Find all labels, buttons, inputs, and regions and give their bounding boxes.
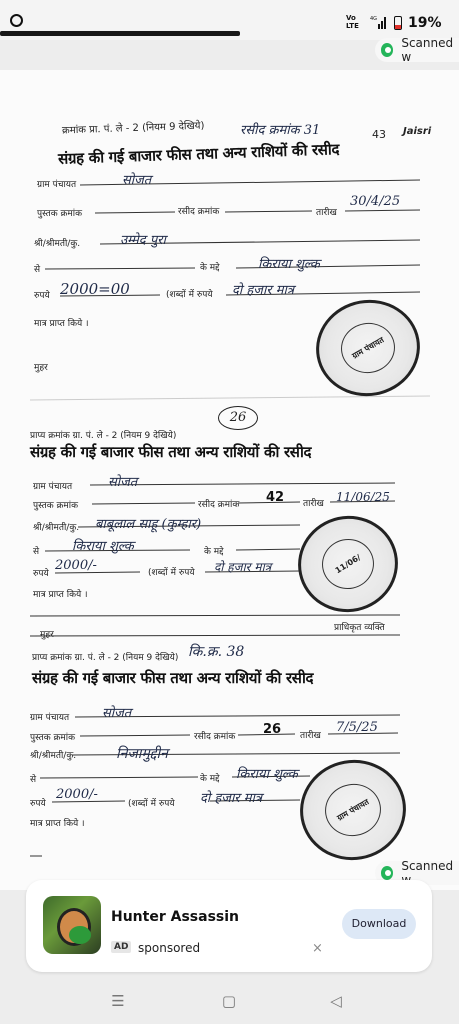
whatsapp-notification-icon <box>10 14 23 27</box>
slip1-label-rupees: रुपये <box>34 291 50 301</box>
scanned-badge-bottom-label: Scanned <box>401 859 454 873</box>
slip1-seal-text: ग्राम पंचायत <box>350 335 386 361</box>
slip2-label-book: पुस्तक क्रमांक <box>33 501 79 511</box>
slip3-value-panchayat: सोजत <box>102 706 132 721</box>
slip2-label-receipt: रसीद क्रमांक <box>198 500 240 510</box>
slip1-corner-number: 43 <box>372 128 386 141</box>
slip3-label-date: तारीख <box>300 731 321 741</box>
slip1-handwritten-serial: रसीद क्रमांक 31 <box>240 123 321 138</box>
slip3-label-panchayat: ग्राम पंचायत <box>30 713 70 723</box>
signal-icon <box>370 15 388 29</box>
slip2-label-seal: मुहर <box>40 630 54 640</box>
slip2-label-officer: प्राधिकृत व्यक्ति <box>334 623 385 633</box>
home-icon[interactable]: ▢ <box>221 992 237 1010</box>
slip1-label-head: के मद्दे <box>200 263 220 273</box>
slip1-label-person: श्री/श्रीमती/कु. <box>34 239 81 249</box>
game-app-icon[interactable] <box>43 896 101 954</box>
scanned-badge-label: Scanned w <box>401 36 454 64</box>
slip1-label-from: से <box>34 265 41 275</box>
slip2-value-from: किराया शुल्क <box>72 539 134 554</box>
scanner-app-icon <box>381 43 393 57</box>
scanned-with-badge[interactable] <box>375 38 459 62</box>
volte-bottom: LTE <box>346 22 359 30</box>
scanned-ink-strip <box>0 31 240 36</box>
slip2-label-words: (शब्दों में रुपये <box>148 568 195 578</box>
ad-banner[interactable] <box>26 880 432 972</box>
ad-app-name[interactable]: Hunter Assassin <box>111 909 239 925</box>
slip1-value-head: किराया शुल्क <box>258 257 320 272</box>
slip2-value-date: 11/06/25 <box>336 490 390 504</box>
slip3-value-person: निजामुद्दीन <box>116 746 168 762</box>
slip2-value-rupees: 2000/- <box>55 558 97 573</box>
slip2-label-panchayat: ग्राम पंचायत <box>33 482 73 492</box>
slip2-value-receipt: 42 <box>266 490 285 505</box>
slip3-value-date: 7/5/25 <box>336 720 378 735</box>
battery-icon <box>394 16 402 30</box>
slip1-label-book: पुस्तक क्रमांक <box>37 209 83 219</box>
slip1-label-seal: मुहर <box>34 363 48 373</box>
recents-icon[interactable]: ☰ <box>111 992 125 1010</box>
slip3-label-received: मात्र प्राप्त किये । <box>30 819 85 829</box>
slip2-label-received: मात्र प्राप्त किये । <box>33 590 88 600</box>
scanner-app-icon-bottom <box>381 866 393 880</box>
scanned-document <box>0 70 459 890</box>
slip3-label-words: (शब्दों में रुपये <box>128 799 175 809</box>
volte-indicator <box>346 14 359 30</box>
slip1-value-words: दो हजार मात्र <box>232 283 295 298</box>
slip3-label-rupees: रुपये <box>30 799 46 809</box>
slip3-value-rupees: 2000/- <box>56 787 98 802</box>
signal-4g-label: 4G <box>370 16 378 22</box>
slip2-value-person: बाबूलाल साहू (कुम्हार) <box>95 517 202 532</box>
slip3-seal-text: ग्राम पंचायत <box>335 797 371 823</box>
slip2-form-number: प्राप्य क्रमांक ग्रा. पं. ले - 2 (नियम 9 देखिये) <box>30 431 177 441</box>
slip1-label-received: मात्र प्राप्त किये । <box>34 319 89 329</box>
slip1-form-number: क्रमांक प्रा. पं. ले - 2 (नियम 9 देखिये) <box>61 120 205 137</box>
slip1-value-date: 30/4/25 <box>350 194 401 209</box>
slip2-circled-number: 26 <box>218 406 258 430</box>
slip1-label-receipt: रसीद क्रमांक <box>178 207 220 217</box>
close-icon[interactable]: × <box>312 941 323 956</box>
slip1-value-panchayat: सोजत <box>122 173 152 188</box>
slip1-label-date: तारीख <box>316 208 337 218</box>
slip3-value-words: दो हजार मात्र <box>200 791 263 806</box>
battery-percent: 19% <box>408 15 442 31</box>
status-bar <box>0 0 459 40</box>
slip1-title: संग्रह की गई बाजार फीस तथा अन्य राशियों की रसीद <box>57 140 340 168</box>
ad-badge: AD <box>111 941 131 953</box>
slip2-value-words: दो हजार मात्र <box>214 560 272 574</box>
slip2-label-date: तारीख <box>303 499 324 509</box>
slip1-label-panchayat: ग्राम पंचायत <box>37 180 77 190</box>
slip3-label-book: पुस्तक क्रमांक <box>30 733 76 743</box>
slip3-label-from: से <box>30 775 37 785</box>
slip3-label-receipt: रसीद क्रमांक <box>194 732 236 742</box>
slip3-title: संग्रह की गई बाजार फीस तथा अन्य राशियों की रसीद <box>32 669 314 687</box>
slip2-value-panchayat: सोजत <box>108 475 138 490</box>
slip2-seal-text: 11/06/ <box>333 552 363 576</box>
ad-sponsored-label: sponsored <box>138 941 201 955</box>
slip2-label-from: से <box>33 547 40 557</box>
slip1-value-person: उम्मेद पुरा <box>120 233 166 248</box>
slip3-form-number: प्राप्य क्रमांक ग्रा. पं. ले - 2 (नियम 9 देखिये) <box>32 653 179 663</box>
slip2-label-head: के मद्दे <box>204 547 224 557</box>
slip1-value-rupees: 2000=00 <box>60 280 130 298</box>
volte-top: Vo <box>346 14 356 22</box>
slip2-title: संग्रह की गई बाजार फीस तथा अन्य राशियों की रसीद <box>30 443 312 461</box>
slip2-label-rupees: रुपये <box>33 569 49 579</box>
back-icon[interactable]: ◁ <box>330 992 342 1010</box>
slip3-label-head: के मद्दे <box>200 774 220 784</box>
slip3-value-head: किराया शुल्क <box>236 767 298 782</box>
slip3-label-person: श्री/श्रीमती/कु. <box>30 751 77 761</box>
system-nav-bar <box>0 980 459 1024</box>
slip1-label-words: (शब्दों में रुपये <box>166 290 213 300</box>
slip1-corner-name: Jaisri <box>403 126 432 137</box>
slip3-handwritten-serial: कि.क्र. 38 <box>188 644 245 660</box>
slip3-value-receipt: 26 <box>263 722 282 737</box>
download-button[interactable]: Download <box>342 909 416 939</box>
slip2-label-person: श्री/श्रीमती/कु. <box>33 523 80 533</box>
